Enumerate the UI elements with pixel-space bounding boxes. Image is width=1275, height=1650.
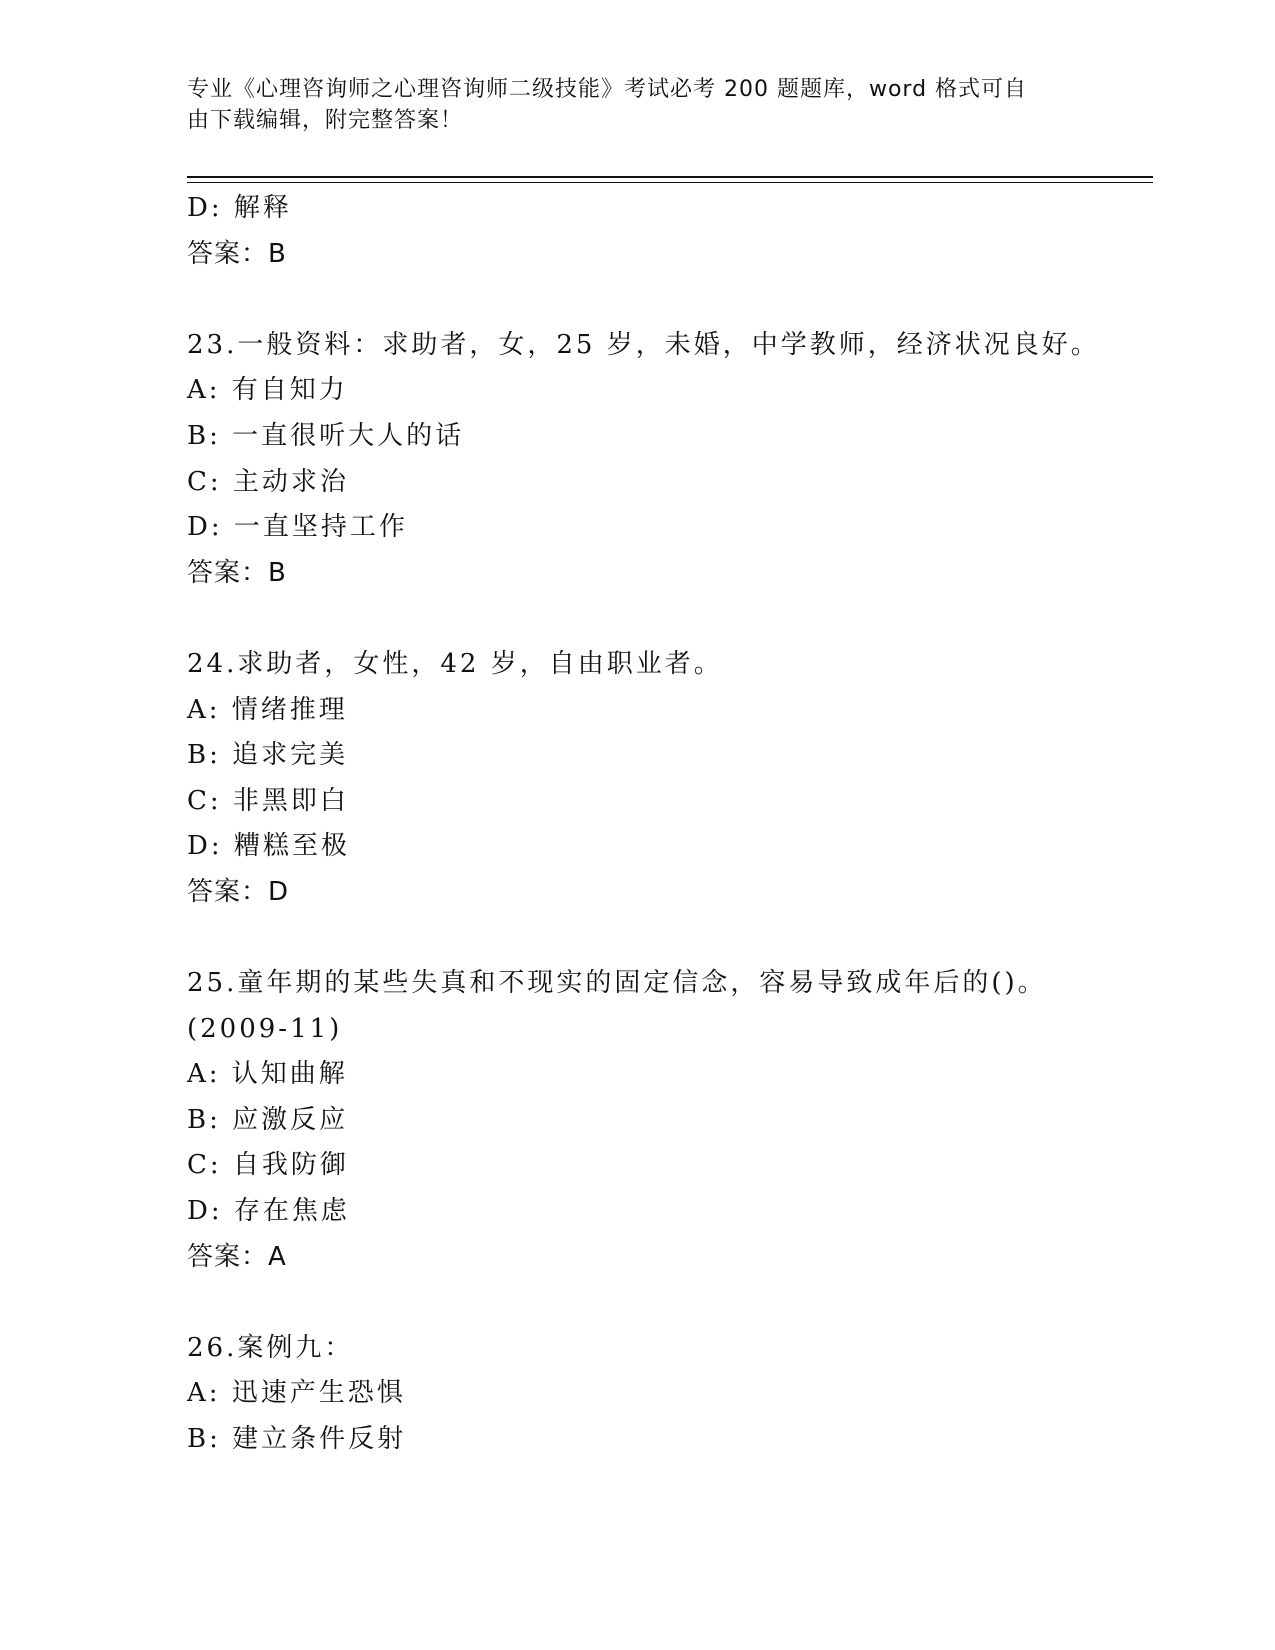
question-23	[187, 323, 1167, 597]
question-24-stem: 24.求助者，女性，42 岁，自由职业者。	[187, 648, 723, 679]
header-line-2: 由下载编辑，附完整答案！	[187, 108, 464, 133]
question-25-option-b: B: 应激反应	[187, 1104, 349, 1135]
question-23-option-c: C: 主动求治	[187, 466, 349, 497]
header-rule-thin	[187, 182, 1153, 183]
question-23-option-b: B: 一直很听大人的话	[187, 420, 465, 451]
spacer	[187, 1280, 1167, 1326]
question-24-option-b: B: 追求完美	[187, 740, 349, 771]
question-24-option-c: C: 非黑即白	[187, 785, 349, 816]
header-line-1: 专业《心理咨询师之心理咨询师二级技能》考试必考 200 题题库，word 格式可自	[187, 77, 1028, 102]
question-24-option-d: D: 糟糕至极	[187, 831, 350, 862]
question-23-option-a: A: 有自知力	[187, 375, 348, 406]
question-25-stem: 25.童年期的某些失真和不现实的固定信念，容易导致成年后的()。	[187, 968, 1047, 999]
question-26	[187, 1326, 1167, 1463]
prev-option-d: D: 解释	[187, 193, 292, 223]
spacer	[187, 596, 1167, 642]
document-header	[187, 74, 1067, 136]
question-26-option-b: B: 建立条件反射	[187, 1424, 407, 1455]
question-24-option-a: A: 情绪推理	[187, 694, 348, 725]
header-rule-thick	[187, 176, 1153, 178]
question-25-option-a: A: 认知曲解	[187, 1059, 348, 1090]
question-24-answer: 答案：D	[187, 876, 290, 907]
question-23-answer: 答案：B	[187, 557, 287, 588]
spacer	[187, 277, 1167, 323]
question-list	[187, 186, 1167, 1463]
question-23-option-d: D: 一直坚持工作	[187, 512, 408, 543]
question-26-stem: 26.案例九：	[187, 1332, 354, 1363]
question-25-stem-continued: (2009-11)	[187, 1013, 343, 1044]
question-25	[187, 961, 1167, 1280]
question-23-stem: 23.一般资料：求助者，女，25 岁，未婚，中学教师，经济状况良好。	[187, 329, 1100, 360]
question-25-option-c: C: 自我防御	[187, 1150, 349, 1181]
question-25-answer: 答案：A	[187, 1241, 287, 1272]
question-24	[187, 642, 1167, 916]
prev-answer: 答案：B	[187, 238, 287, 269]
spacer	[187, 916, 1167, 962]
question-25-option-d: D: 存在焦虑	[187, 1196, 350, 1227]
question-26-option-a: A: 迅速产生恐惧	[187, 1378, 406, 1409]
